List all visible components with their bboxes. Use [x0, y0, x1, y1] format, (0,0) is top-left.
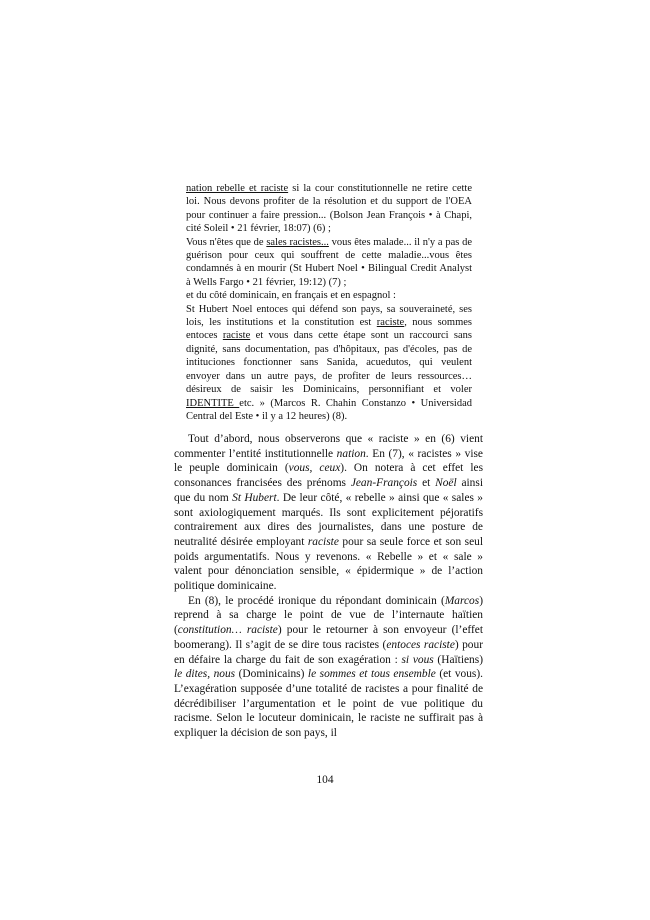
body-text [174, 432, 483, 741]
quote-6: nation rebelle et raciste si la cour constitutionnelle ne retire cette loi. Nous devons profiter de la résolution et du support de l'OEA pour continuer a faire pression... (Bolson Jean François • à Chapi, cité Soleil • 21 février, 18:07) (6) ; [186, 183, 472, 235]
quote-7: Vous n'êtes que de sales racistes... vous êtes malade... il n'y a pas de guérison pour ceux qui souffrent de cette maladie...vous êtes condamnés à en mourir (St Hubert Noel • Bilingual Credit Analyst à Wells Fargo • 21 février, 19:12) (7) ; [186, 236, 472, 288]
quote-8: St Hubert Noel entoces qui défend son pays, sa souveraineté, ses lois, les institutions et la constitution est raciste, nous sommes entoces raciste et vous dans cette étape sont un raccourci sans dignité, sans documentation, pas d'hôpitaux, pas d'écoles, pas de intituciones fonctionner sans Sanida, acuedutos, qui veulent envoyer dans un autre pays, de profiter de leurs ressources… désireux de saisir les Dominicains, personnifiant et voler IDENTITE etc. » (Marcos R. Chahin Constanzo • Universidad Central del Este • il y a 12 heures) (8). [186, 303, 472, 422]
underlined-phrase: sales racistes... [266, 236, 329, 248]
underlined-phrase: IDENTITE [186, 397, 240, 409]
body-paragraph-1: Tout d’abord, nous observerons que « raciste » en (6) vient commenter l’entité institutionnelle nation. En (7), « racistes » vise le peuple dominicain (vous, ceux). On notera à cet effet les consonances francisées des prénoms Jean-François et Noël ainsi que du nom St Hubert. De leur côté, « rebelle » ainsi que « sales » sont axiologiquement marqués. Ils sont explicitement péjoratifs contrairement aux dires des journalistes, dans une posture de neutralité désirée employant raciste pour sa seule force et son seul poids argumentatifs. Nous y revenons. « Rebelle » et « sale » valent pour dénonciation sensible, « épidermique » de l’action politique dominicaine. [174, 433, 484, 593]
underlined-phrase: raciste [376, 317, 405, 329]
block-quote [186, 182, 472, 423]
page-number: 104 [316, 774, 334, 786]
body-paragraph-2: En (8), le procédé ironique du répondant dominicain (Marcos) reprend à sa charge le point de vue de l’internaute haïtien (constitution… raciste) pour le retourner à son envoyeur (l’effet boomerang). Il s’agit de se dire tous racistes (entoces raciste) pour en défaire la charge du fait de son exagération : si vous (Haïtiens) le dites, nous (Dominicains) le sommes et tous ensemble (et vous). L’exagération supposée d’une totalité de racistes a pour finalité de décrédibiliser l’argumentation et le point de vue politique du racisme. Selon le locuteur dominicain, le raciste ne suffirait pas à expliquer la décision de son pays, il [174, 594, 483, 740]
underlined-phrase: raciste [222, 330, 251, 342]
quote-intro-8: et du côté dominicain, en français et en espagnol : [186, 290, 396, 302]
underlined-phrase: nation rebelle et raciste [186, 183, 289, 194]
